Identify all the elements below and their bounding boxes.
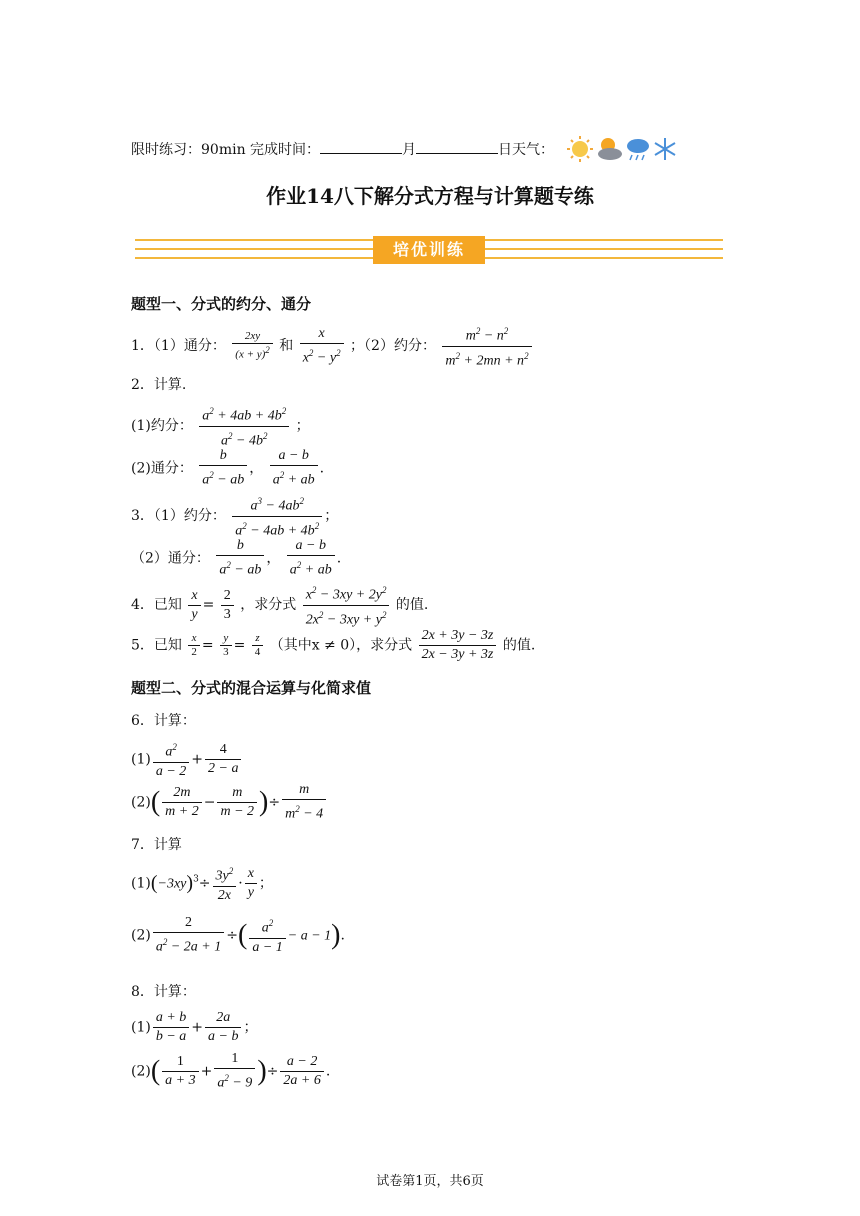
p1-label: 1．（1）通分：	[131, 338, 226, 355]
header-day: 日天气：	[498, 142, 555, 158]
p4-label: 4．已知	[131, 597, 182, 614]
p8-2-frac-a: $\frac{1}{a + 3}$	[162, 1053, 198, 1090]
problem-2-1	[131, 402, 310, 450]
p7-1-frac-a: $\frac{3y^2}{2x}$	[213, 862, 237, 905]
sun-cloud-icon	[598, 138, 622, 160]
p5-frac-x2: $\frac{x}{2}$	[188, 632, 200, 659]
page-title: 作业14八下解分式方程与计算题专练	[266, 184, 594, 208]
p6-1-frac-b: $\frac{4}{2 - a}$	[205, 741, 241, 778]
p7-2-frac-a: $\frac{2}{a^2 - 2a + 1}$	[153, 914, 224, 957]
problem-6: 6．计算：	[131, 713, 196, 729]
p6-1-frac-a: $\frac{a^2}{a - 2}$	[153, 738, 189, 781]
p5-label: 5．已知	[131, 637, 182, 654]
p8-2-frac-c: $\frac{a - 2}{2a + 6}$	[280, 1053, 323, 1090]
problem-2-2: (2)通分： $\frac{b}{a^2 - ab}$ ， $\frac{a - b}{a^2 + ab}$ .	[131, 448, 325, 488]
p6-2-frac-b: $\frac{m}{m - 2}$	[217, 784, 257, 821]
p5-frac-main: $\frac{2x + 3y - 3z}{2x - 3y + 3z}$	[419, 627, 497, 664]
p7-2-frac-b: $\frac{a^2}{a - 1}$	[249, 914, 285, 957]
p3-1-label: 3．（1）约分：	[131, 508, 226, 525]
problem-8-1: (1) $\frac{a + b}{b - a}$ + $\frac{2a}{a - b}$ ；	[131, 1010, 258, 1044]
problem-3-2: （2）通分： $\frac{b}{a^2 - ab}$ ， $\frac{a - b}{a^2 + ab}$ .	[131, 538, 342, 578]
p4-frac-23: $\frac{2}{3}$	[221, 587, 234, 624]
p3-2-frac-a: $\frac{b}{a^2 - ab}$	[216, 537, 264, 580]
p3-2-label: （2）通分：	[131, 550, 210, 567]
problem-6-2: (2)( $\frac{2m}{m + 2}$ − $\frac{m}{m - 2}$ )÷ $\frac{m}{m^2 - 4}$	[131, 781, 328, 824]
p3-1-frac: $\frac{a^3 - 4ab^2}{a^2 - 4ab + 4b^2}$	[232, 492, 322, 540]
p3-2-frac-b: $\frac{a - b}{a^2 + ab}$	[287, 537, 335, 580]
p4-frac-xy: $\frac{x}{y}$	[188, 587, 200, 624]
p1-and: 和	[279, 338, 294, 355]
section-2-title: 题型二、分式的混合运算与化简求值	[131, 679, 372, 697]
section-1-title: 题型一、分式的约分、通分	[131, 295, 312, 313]
p2-1-frac: $\frac{a^2 + 4ab + 4b^2}{a^2 - 4b^2}$	[199, 402, 289, 450]
p2-2-frac-a: $\frac{b}{a^2 - ab}$	[199, 447, 247, 490]
header-month: 月	[402, 142, 417, 158]
p5-frac-y3: $\frac{y}{3}$	[220, 632, 232, 659]
weather-icons	[566, 134, 678, 168]
month-blank	[320, 141, 402, 154]
p6-2-frac-a: $\frac{2m}{m + 2}$	[162, 784, 202, 821]
problem-7-1: $(1)(-3xy)^3\div$ $\frac{3y^2}{2x}$ · $\frac{x}{y}$ ；	[131, 862, 273, 905]
p4-mid: ，求分式	[240, 597, 297, 614]
sun-icon	[567, 136, 593, 162]
problem-2: 2．计算.	[131, 377, 187, 393]
snow-icon	[655, 138, 675, 160]
problem-7-2: (2) $\frac{2}{a^2 - 2a + 1}$ ÷( $\frac{a^2}{a - 1}$ − a − 1).	[131, 915, 345, 955]
p5-mid: （其中x ≠ 0），求分式	[269, 637, 413, 654]
problem-8: 8．计算：	[131, 984, 196, 1000]
p1-frac-a: $\frac{2xy}{(x + y)^2}$	[232, 330, 273, 362]
problem-5: 5．已知 $\frac{x}{2}$ = $\frac{y}{3}$ = $\frac{z}{4}$ （其中x ≠ 0），求分式 $\frac{2x + 3y - 3z}{2x - 3y + 3z}$ 的值.	[131, 628, 536, 662]
p4-frac-main: $\frac{x^2 - 3xy + 2y^2}{2x^2 - 3xy + y^2}$	[303, 581, 390, 629]
p7-1-frac-b: $\frac{x}{y}$	[245, 865, 257, 902]
p6-2-frac-c: $\frac{m}{m^2 - 4}$	[282, 781, 326, 824]
header-prefix: 限时练习：90min 完成时间：	[131, 142, 321, 158]
rain-icon	[627, 139, 649, 160]
p8-1-frac-b: $\frac{2a}{a - b}$	[205, 1009, 241, 1046]
p2-2-frac-b: $\frac{a - b}{a^2 + ab}$	[270, 447, 318, 490]
p1-frac-b: $\frac{x}{x^2 - y^2}$	[300, 325, 344, 368]
p5-end: 的值.	[502, 637, 536, 654]
problem-7: 7．计算	[131, 837, 182, 853]
p4-end: 的值.	[395, 597, 429, 614]
problem-4: 4．已知 $\frac{x}{y}$ = $\frac{2}{3}$ ，求分式 $\frac{x^2 - 3xy + 2y^2}{2x^2 - 3xy + y^2}$ 的值.	[131, 581, 428, 629]
p8-1-frac-a: $\frac{a + b}{b - a}$	[153, 1009, 189, 1046]
page-footer: 试卷第1页，共6页	[376, 1174, 484, 1189]
day-blank	[416, 141, 498, 154]
p1-label2: ；（2）约分：	[350, 338, 436, 355]
banner-label: 培优训练	[373, 236, 485, 264]
p2-1-end: ；	[295, 418, 310, 435]
p5-frac-z4: $\frac{z}{4}$	[252, 632, 264, 659]
problem-8-2: (2)( $\frac{1}{a + 3}$ + $\frac{1}{a^2 - 9}$ )÷ $\frac{a - 2}{2a + 6}$ .	[131, 1051, 331, 1091]
p2-2-label: (2)通分：	[131, 460, 193, 477]
problem-6-1: (1) $\frac{a^2}{a - 2}$ + $\frac{4}{2 - a}$	[131, 738, 243, 781]
problem-1	[131, 322, 534, 370]
p2-1-label: (1)约分：	[131, 418, 193, 435]
p1-frac-c: $\frac{m^2 - n^2}{m^2 + 2mn + n^2}$	[442, 322, 531, 370]
problem-3-1: 3．（1）约分： $\frac{a^3 - 4ab^2}{a^2 - 4ab + 4b^2}$ ；	[131, 492, 338, 540]
header-line	[131, 139, 554, 159]
p8-2-frac-b: $\frac{1}{a^2 - 9}$	[214, 1050, 255, 1093]
